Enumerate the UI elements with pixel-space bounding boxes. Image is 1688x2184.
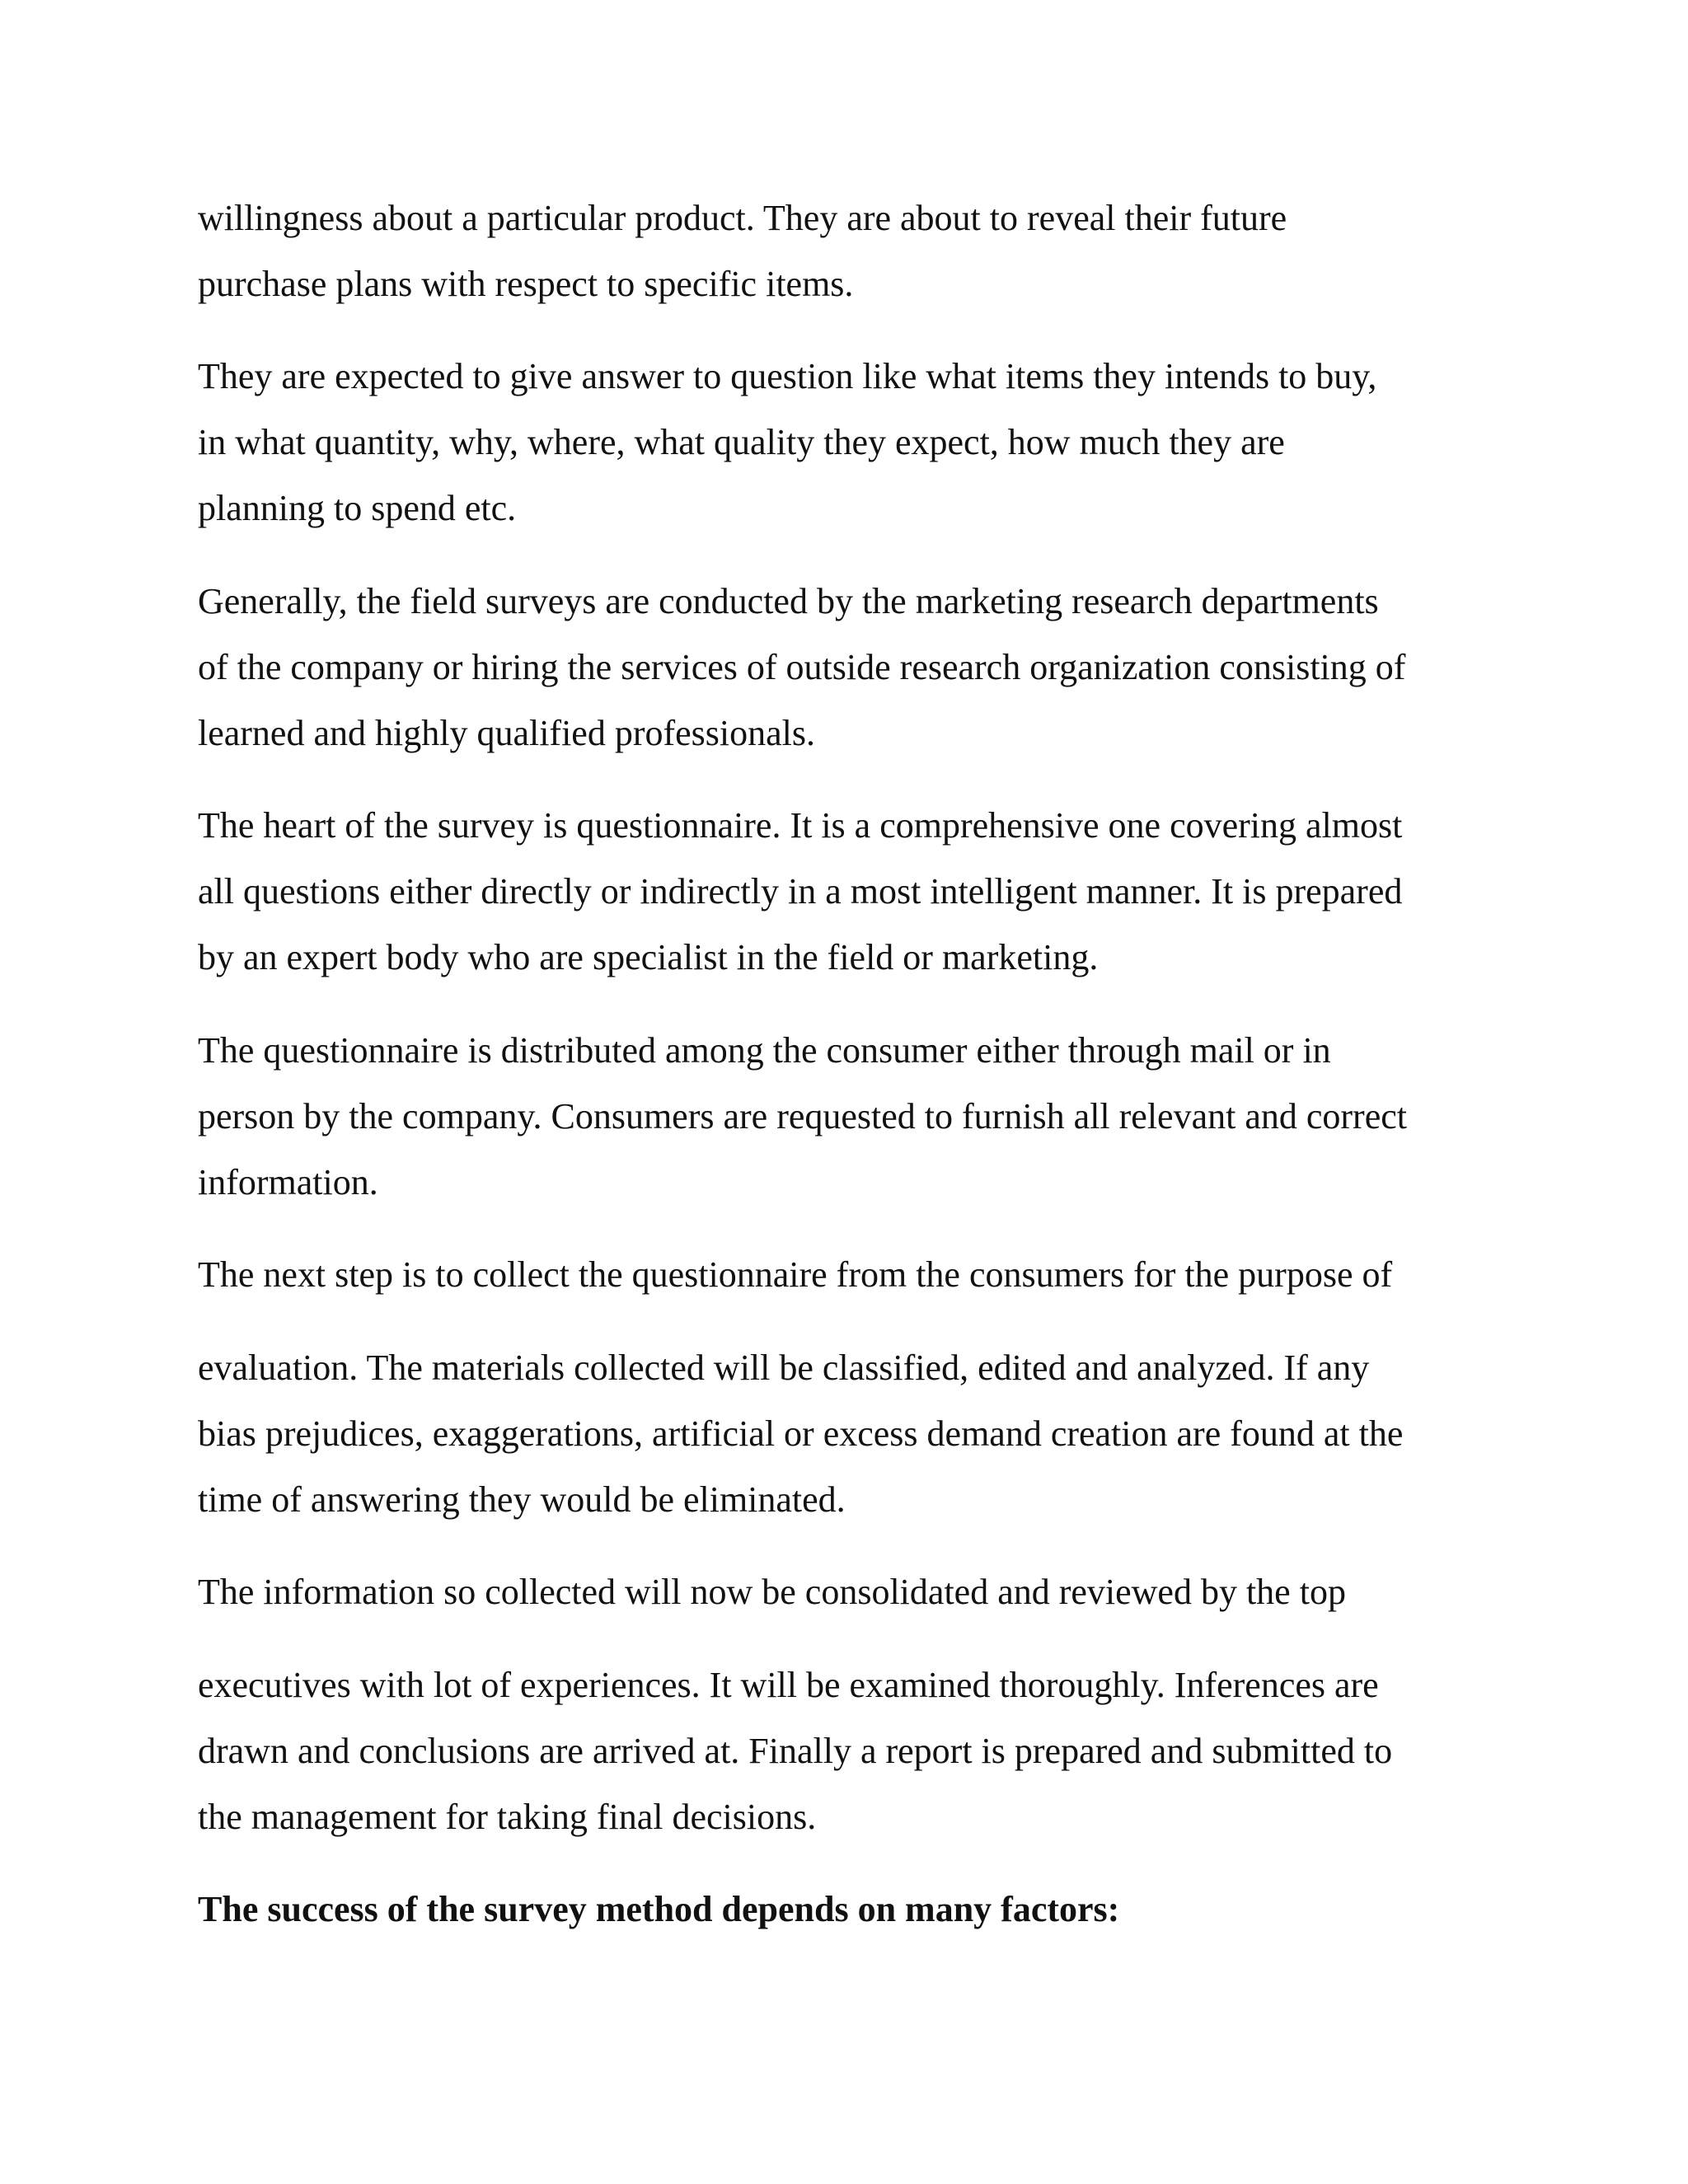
- text-line-20: executives with lot of experiences. It will be examined thoroughly. Inferences are: [198, 1665, 1379, 1705]
- text-line-4: in what quantity, why, where, what quality they expect, how much they are: [198, 422, 1285, 462]
- text-line-21: drawn and conclusions are arrived at. Finally a report is prepared and submitted to: [198, 1731, 1393, 1771]
- text-line-8: learned and highly qualified professionals.: [198, 713, 816, 753]
- text-line-14: information.: [198, 1162, 378, 1202]
- text-line-9: The heart of the survey is questionnaire. It is a comprehensive one covering almost: [198, 805, 1403, 846]
- text-line-18: time of answering they would be eliminated.: [198, 1479, 846, 1520]
- text-line-17: bias prejudices, exaggerations, artificial or excess demand creation are found at the: [198, 1413, 1404, 1454]
- text-line-1: willingness about a particular product. They are about to reveal their future: [198, 198, 1287, 238]
- text-line-22: the management for taking final decisions.: [198, 1797, 817, 1837]
- text-line-2: purchase plans with respect to specific items.: [198, 264, 854, 304]
- section-heading: The success of the survey method depends on many factors:: [198, 1889, 1120, 1929]
- text-line-15: The next step is to collect the questionnaire from the consumers for the purpose of: [198, 1254, 1393, 1295]
- text-line-7: of the company or hiring the services of outside research organization consisting of: [198, 647, 1406, 687]
- text-line-6: Generally, the field surveys are conducted by the marketing research departments: [198, 581, 1379, 621]
- text-line-5: planning to spend etc.: [198, 488, 517, 528]
- text-line-19: The information so collected will now be consolidated and reviewed by the top: [198, 1572, 1346, 1612]
- text-line-11: by an expert body who are specialist in the field or marketing.: [198, 937, 1099, 977]
- text-line-12: The questionnaire is distributed among the consumer either through mail or in: [198, 1030, 1331, 1071]
- text-line-16: evaluation. The materials collected will be classified, edited and analyzed. If any: [198, 1347, 1370, 1388]
- text-line-3: They are expected to give answer to question like what items they intends to buy,: [198, 356, 1377, 396]
- text-line-10: all questions either directly or indirectly in a most intelligent manner. It is prepared: [198, 871, 1403, 912]
- text-line-13: person by the company. Consumers are requested to furnish all relevant and correct: [198, 1096, 1407, 1137]
